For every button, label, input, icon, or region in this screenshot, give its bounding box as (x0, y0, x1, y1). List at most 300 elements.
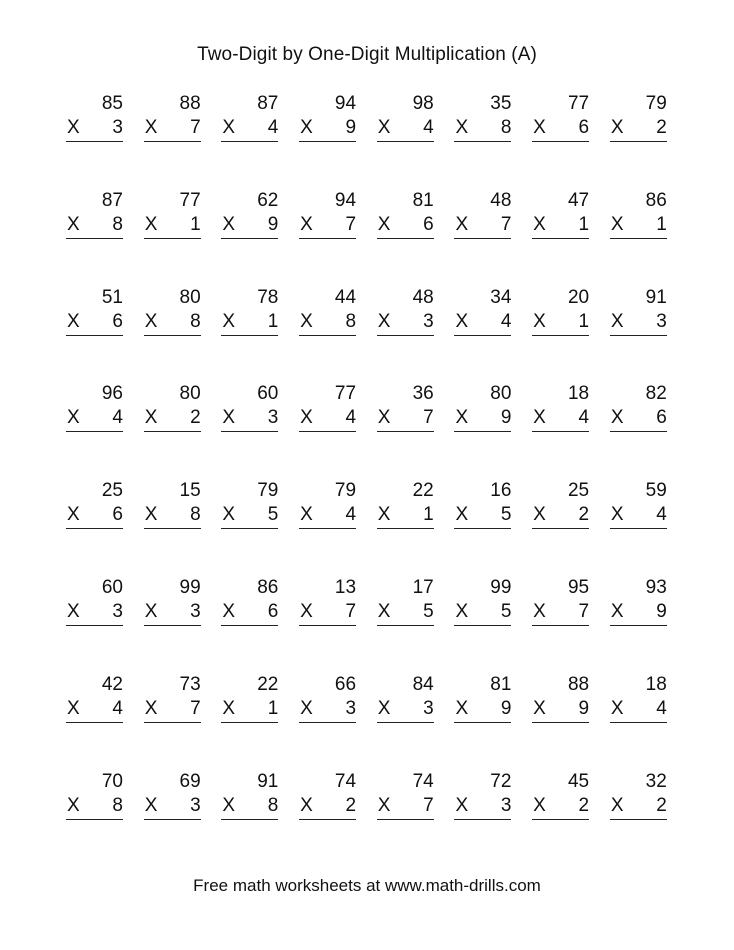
answer-line (610, 335, 667, 336)
multiplicand: 70 (101, 770, 123, 792)
multiplicand: 99 (490, 576, 512, 598)
answer-line (66, 335, 123, 336)
multiply-sign: X (533, 407, 546, 429)
multiply-sign: X (222, 117, 236, 138)
multiplier: 1 (190, 213, 201, 235)
multiplier: 3 (656, 310, 667, 332)
multiplier: 4 (345, 504, 357, 526)
multiplier: 4 (267, 117, 279, 138)
multiplier: 5 (500, 600, 512, 622)
answer-line (299, 722, 356, 723)
multiply-sign: X (300, 504, 313, 526)
multiply-sign: X (67, 213, 80, 235)
multiplier: 1 (267, 697, 279, 719)
worksheet-title: Two-Digit by One-Digit Multiplication (A) (197, 44, 537, 65)
multiplication-problem (532, 190, 589, 250)
multiplicand: 81 (412, 189, 434, 211)
multiplication-problem (144, 287, 201, 347)
multiplication-problem (377, 287, 434, 347)
answer-line (377, 819, 434, 820)
multiply-sign: X (377, 600, 391, 622)
multiplier: 1 (578, 310, 590, 332)
multiplication-problem (377, 383, 434, 443)
answer-line (66, 238, 123, 239)
multiplicand: 91 (645, 286, 667, 308)
multiplier: 8 (190, 504, 201, 526)
multiplicand: 80 (179, 383, 201, 405)
multiply-sign: X (144, 213, 158, 235)
answer-line (532, 431, 589, 432)
multiplication-problem (610, 190, 667, 250)
multiplier: 7 (578, 600, 590, 622)
multiplicand: 60 (101, 576, 123, 598)
multiplicand: 77 (179, 189, 201, 211)
multiplicand: 86 (257, 576, 279, 598)
multiplicand: 72 (490, 770, 512, 792)
multiplicand: 48 (490, 189, 512, 211)
multiplication-problem (66, 190, 123, 250)
answer-line (144, 141, 201, 142)
answer-line (610, 819, 667, 820)
answer-line (454, 238, 511, 239)
answer-line (299, 431, 356, 432)
multiply-sign: X (222, 794, 236, 816)
multiply-sign: X (222, 310, 236, 332)
multiplier: 9 (345, 117, 357, 138)
multiplication-problem (610, 674, 667, 734)
answer-line (144, 819, 201, 820)
multiply-sign: X (377, 407, 391, 429)
multiplier: 4 (423, 117, 434, 138)
multiplicand: 22 (257, 673, 279, 695)
multiplication-problem (532, 674, 589, 734)
multiplication-problem (66, 674, 123, 734)
answer-line (144, 431, 201, 432)
multiplicand: 62 (257, 189, 279, 211)
answer-line (299, 238, 356, 239)
answer-line (299, 528, 356, 529)
answer-line (144, 335, 201, 336)
multiply-sign: X (377, 697, 391, 719)
answer-line (532, 238, 589, 239)
multiply-sign: X (533, 697, 546, 719)
multiply-sign: X (533, 794, 546, 816)
multiplicand: 34 (490, 286, 512, 308)
multiply-sign: X (377, 213, 391, 235)
multiply-sign: X (455, 117, 469, 138)
multiply-sign: X (67, 794, 80, 816)
multiplication-problem (299, 383, 356, 443)
multiplier: 7 (423, 794, 434, 816)
multiplication-problem (454, 287, 511, 347)
answer-line (66, 141, 123, 142)
multiplication-problem (454, 674, 511, 734)
answer-line (454, 431, 511, 432)
multiplicand: 60 (257, 383, 279, 405)
multiplicand: 79 (334, 480, 357, 502)
multiply-sign: X (144, 600, 158, 622)
multiplication-problem (454, 190, 511, 250)
multiplier: 5 (267, 504, 279, 526)
multiply-sign: X (377, 310, 391, 332)
worksheet-footer: Free math worksheets at www.math-drills.com (193, 876, 541, 895)
multiplication-problem (221, 480, 278, 540)
multiplication-problem (377, 577, 434, 637)
multiply-sign: X (455, 600, 469, 622)
multiply-sign: X (455, 310, 469, 332)
multiplication-problem (299, 674, 356, 734)
answer-line (144, 528, 201, 529)
answer-line (144, 625, 201, 626)
multiplication-problem (532, 577, 589, 637)
multiplier: 3 (190, 794, 201, 816)
multiplicand: 81 (490, 673, 512, 695)
answer-line (377, 528, 434, 529)
multiply-sign: X (144, 407, 158, 429)
answer-line (532, 335, 589, 336)
multiplier: 3 (345, 697, 357, 719)
multiplication-problem (610, 93, 667, 153)
multiply-sign: X (455, 794, 469, 816)
multiplier: 2 (190, 407, 201, 429)
multiplication-problem (66, 287, 123, 347)
multiplier: 8 (500, 117, 512, 138)
multiplication-problem (532, 93, 589, 153)
answer-line (610, 238, 667, 239)
multiplier: 9 (267, 213, 279, 235)
multiplication-problem (454, 771, 511, 831)
answer-line (532, 528, 589, 529)
multiplier: 1 (656, 213, 667, 235)
multiplier: 9 (500, 407, 512, 429)
multiplication-problem (610, 287, 667, 347)
multiplicand: 18 (645, 673, 667, 695)
multiplier: 6 (112, 310, 123, 332)
multiplicand: 77 (567, 93, 590, 114)
multiply-sign: X (222, 504, 236, 526)
multiplier: 4 (578, 407, 590, 429)
multiplicand: 88 (179, 93, 201, 114)
multiplier: 5 (500, 504, 512, 526)
multiplication-problem (221, 93, 278, 153)
multiplicand: 69 (179, 770, 201, 792)
multiply-sign: X (610, 407, 624, 429)
multiplier: 7 (345, 213, 357, 235)
multiplier: 6 (267, 600, 279, 622)
multiply-sign: X (610, 213, 624, 235)
multiplier: 3 (267, 407, 279, 429)
multiplier: 9 (500, 697, 512, 719)
multiplier: 6 (423, 213, 434, 235)
multiply-sign: X (144, 117, 158, 138)
multiplier: 7 (345, 600, 357, 622)
answer-line (532, 819, 589, 820)
multiplicand: 95 (567, 576, 590, 598)
multiplication-problem (66, 771, 123, 831)
multiplicand: 44 (334, 286, 357, 308)
multiplier: 3 (423, 697, 434, 719)
multiplicand: 98 (412, 93, 434, 114)
answer-line (221, 528, 278, 529)
problem-grid (66, 93, 667, 867)
multiplier: 9 (656, 600, 667, 622)
multiply-sign: X (377, 794, 391, 816)
multiply-sign: X (144, 794, 158, 816)
multiplicand: 51 (101, 286, 123, 308)
multiplicand: 66 (334, 673, 357, 695)
multiplicand: 73 (179, 673, 201, 695)
multiplication-problem (144, 577, 201, 637)
multiplication-problem (221, 771, 278, 831)
multiply-sign: X (377, 504, 391, 526)
multiplicand: 32 (645, 770, 667, 792)
multiplication-problem (377, 480, 434, 540)
multiply-sign: X (610, 504, 624, 526)
answer-line (66, 431, 123, 432)
multiply-sign: X (222, 600, 236, 622)
multiplicand: 15 (179, 480, 201, 502)
answer-line (66, 625, 123, 626)
multiplicand: 18 (567, 383, 590, 405)
multiplier: 3 (112, 117, 123, 138)
multiply-sign: X (610, 117, 624, 138)
multiplier: 2 (656, 794, 667, 816)
multiplier: 2 (578, 794, 590, 816)
multiplicand: 80 (179, 286, 201, 308)
multiplication-problem (66, 383, 123, 443)
multiplicand: 48 (412, 286, 434, 308)
multiplier: 6 (112, 504, 123, 526)
answer-line (454, 625, 511, 626)
multiply-sign: X (67, 697, 80, 719)
multiplicand: 82 (645, 383, 667, 405)
multiplier: 2 (656, 117, 667, 138)
multiplicand: 74 (334, 770, 357, 792)
multiplicand: 20 (567, 286, 590, 308)
answer-line (454, 722, 511, 723)
multiply-sign: X (533, 600, 546, 622)
multiplication-problem (454, 577, 511, 637)
multiplier: 1 (423, 504, 434, 526)
multiplier: 8 (267, 794, 279, 816)
multiplication-problem (144, 383, 201, 443)
multiply-sign: X (533, 504, 546, 526)
multiplication-problem (66, 577, 123, 637)
multiplication-problem (377, 674, 434, 734)
answer-line (66, 722, 123, 723)
multiply-sign: X (455, 504, 469, 526)
multiplier: 5 (423, 600, 434, 622)
answer-line (221, 819, 278, 820)
multiplicand: 87 (257, 93, 279, 114)
multiplier: 8 (112, 794, 123, 816)
multiplication-problem (221, 674, 278, 734)
multiplicand: 96 (101, 383, 123, 405)
answer-line (532, 141, 589, 142)
multiplication-problem (610, 577, 667, 637)
multiplicand: 85 (101, 93, 123, 114)
multiplier: 2 (578, 504, 590, 526)
multiplicand: 79 (257, 480, 279, 502)
multiplier: 7 (500, 213, 512, 235)
multiplication-problem (221, 383, 278, 443)
answer-line (144, 238, 201, 239)
multiplicand: 79 (645, 93, 667, 114)
multiplicand: 42 (101, 673, 123, 695)
answer-line (610, 141, 667, 142)
multiplication-problem (610, 771, 667, 831)
multiplication-problem (144, 190, 201, 250)
multiplication-problem (144, 771, 201, 831)
multiplier: 7 (190, 117, 201, 138)
multiply-sign: X (610, 697, 624, 719)
multiplicand: 36 (412, 383, 434, 405)
multiplier: 1 (578, 213, 590, 235)
multiplication-problem (221, 577, 278, 637)
multiplicand: 59 (645, 480, 667, 502)
multiplication-problem (454, 383, 511, 443)
multiplier: 9 (578, 697, 590, 719)
multiply-sign: X (222, 407, 236, 429)
multiplier: 4 (656, 697, 667, 719)
multiply-sign: X (144, 697, 158, 719)
multiplication-problem (66, 480, 123, 540)
multiplier: 8 (345, 310, 357, 332)
multiply-sign: X (67, 117, 80, 138)
multiplier: 7 (423, 407, 434, 429)
answer-line (454, 141, 511, 142)
multiplier: 8 (112, 213, 123, 235)
multiplier: 4 (112, 697, 123, 719)
multiplier: 4 (656, 504, 667, 526)
answer-line (66, 528, 123, 529)
multiplication-problem (299, 93, 356, 153)
multiply-sign: X (300, 794, 313, 816)
multiplicand: 35 (490, 93, 512, 114)
answer-line (299, 141, 356, 142)
multiplicand: 74 (412, 770, 434, 792)
answer-line (610, 722, 667, 723)
answer-line (377, 141, 434, 142)
answer-line (532, 722, 589, 723)
multiplier: 4 (345, 407, 357, 429)
multiplicand: 78 (257, 286, 279, 308)
multiplicand: 22 (412, 480, 434, 502)
multiplication-problem (454, 93, 511, 153)
answer-line (377, 722, 434, 723)
multiply-sign: X (533, 310, 546, 332)
answer-line (454, 819, 511, 820)
multiplicand: 13 (334, 576, 357, 598)
multiplicand: 25 (567, 480, 590, 502)
answer-line (221, 625, 278, 626)
multiplication-problem (144, 480, 201, 540)
answer-line (532, 625, 589, 626)
answer-line (299, 335, 356, 336)
multiply-sign: X (67, 504, 80, 526)
multiplication-problem (299, 577, 356, 637)
multiplication-problem (610, 383, 667, 443)
multiplicand: 16 (490, 480, 512, 502)
multiplier: 3 (190, 600, 201, 622)
multiplication-problem (532, 480, 589, 540)
multiplicand: 93 (645, 576, 667, 598)
multiplier: 6 (656, 407, 667, 429)
multiply-sign: X (610, 600, 624, 622)
multiplication-problem (377, 190, 434, 250)
multiply-sign: X (144, 310, 158, 332)
multiplication-problem (299, 190, 356, 250)
answer-line (221, 722, 278, 723)
answer-line (221, 431, 278, 432)
multiply-sign: X (222, 213, 236, 235)
multiply-sign: X (144, 504, 158, 526)
multiplier: 3 (500, 794, 512, 816)
answer-line (454, 528, 511, 529)
answer-line (66, 819, 123, 820)
multiplicand: 86 (645, 189, 667, 211)
multiply-sign: X (377, 117, 391, 138)
multiply-sign: X (455, 697, 469, 719)
multiply-sign: X (533, 117, 546, 138)
multiplier: 8 (190, 310, 201, 332)
multiply-sign: X (67, 407, 80, 429)
multiplicand: 99 (179, 576, 201, 598)
multiplicand: 17 (412, 576, 434, 598)
answer-line (377, 625, 434, 626)
multiplier: 4 (112, 407, 123, 429)
multiply-sign: X (300, 697, 313, 719)
multiplicand: 77 (334, 383, 357, 405)
multiplicand: 88 (567, 673, 590, 695)
multiplier: 4 (500, 310, 512, 332)
multiply-sign: X (67, 600, 80, 622)
multiplicand: 87 (101, 189, 123, 211)
multiplication-problem (66, 93, 123, 153)
multiplicand: 25 (101, 480, 123, 502)
answer-line (299, 625, 356, 626)
multiply-sign: X (67, 310, 80, 332)
multiplication-problem (377, 771, 434, 831)
multiplicand: 47 (567, 189, 590, 211)
multiply-sign: X (455, 407, 469, 429)
multiplication-problem (299, 480, 356, 540)
answer-line (610, 528, 667, 529)
multiplication-problem (299, 287, 356, 347)
multiplier: 7 (190, 697, 201, 719)
multiplier: 3 (112, 600, 123, 622)
multiply-sign: X (610, 310, 624, 332)
answer-line (221, 335, 278, 336)
multiplication-problem (221, 287, 278, 347)
answer-line (299, 819, 356, 820)
multiply-sign: X (300, 407, 313, 429)
multiplier: 6 (578, 117, 590, 138)
multiplication-problem (532, 383, 589, 443)
answer-line (377, 335, 434, 336)
multiply-sign: X (610, 794, 624, 816)
multiplier: 1 (267, 310, 279, 332)
multiplication-problem (610, 480, 667, 540)
multiply-sign: X (300, 600, 313, 622)
multiply-sign: X (533, 213, 546, 235)
multiplication-problem (144, 674, 201, 734)
multiplicand: 84 (412, 673, 434, 695)
multiplication-problem (144, 93, 201, 153)
multiplication-problem (299, 771, 356, 831)
answer-line (377, 238, 434, 239)
multiplier: 3 (423, 310, 434, 332)
